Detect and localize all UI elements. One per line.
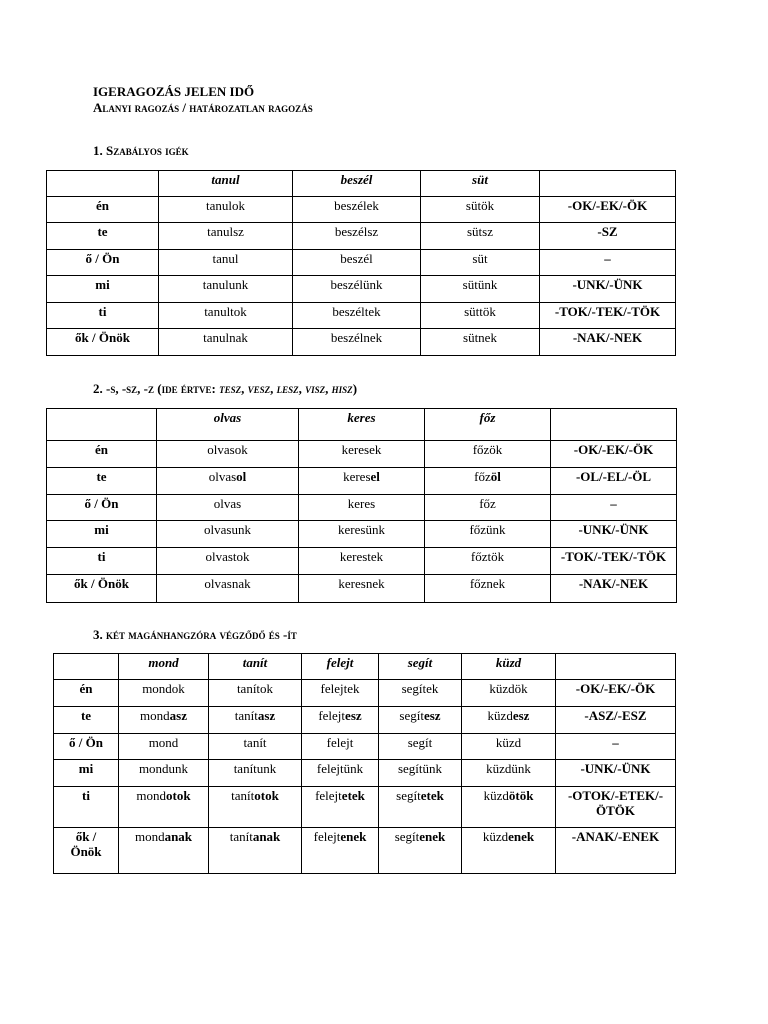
form-text: mond [148,735,179,750]
section-heading-text: , [325,381,332,396]
verb-form-cell: beszél [293,250,421,276]
form-text: tanít [234,708,258,723]
form-text: felejt [313,829,341,844]
verb-form-cell [425,468,551,495]
pronoun-cell: én [47,197,159,223]
table-header-row [47,409,677,441]
form-text: mond [140,708,170,723]
document-title: IGERAGOZÁS JELEN IDŐ [93,84,255,99]
ending-cell: -OK/-EK/-ÖK [556,680,676,707]
ending-cell: -OK/-EK/-ÖK [551,441,677,468]
verb-form-cell [379,760,462,787]
form-text: segít [396,788,421,803]
form-highlight: etek [420,788,444,803]
pronoun-cell: ő / Ön [47,495,157,521]
verb-form-cell: beszélek [293,197,421,223]
verb-form-cell: beszélünk [293,276,421,303]
section-heading-text: , [298,381,306,396]
verb-form-cell [379,787,462,828]
verb-header-cell: tanul [159,171,293,197]
section-heading-text: 1. Szabályos igék [93,143,189,158]
verb-form-cell: tanulunk [159,276,293,303]
form-text: küzd [495,735,522,750]
form-text: olvas [208,469,237,484]
table-row [47,250,676,276]
form-text: tanít [243,735,267,750]
form-highlight: anak [252,829,281,844]
verb-form-cell [425,521,551,548]
table-row [54,734,676,760]
verb-form-cell [209,734,302,760]
form-text: tanítunk [233,761,277,776]
pronoun-cell: te [47,468,157,495]
verb-header-cell: mond [119,654,209,680]
form-highlight: öl [490,469,501,484]
table-row [47,468,677,495]
verb-form-cell: süttök [421,303,540,329]
verb-header-cell: olvas [157,409,299,441]
form-highlight: asz [257,708,276,723]
form-text: küzd [483,788,509,803]
verb-header-cell: főz [425,409,551,441]
verb-form-cell [157,468,299,495]
pronoun-cell: ők / Önök [47,575,157,603]
verb-form-cell [209,760,302,787]
table-row [54,828,676,874]
ending-header-cell [551,409,677,441]
conjugation-table [46,170,676,356]
form-text: főz [474,469,491,484]
conjugation-table [53,653,676,874]
form-text: tanít [229,829,253,844]
verb-form-cell [299,548,425,575]
form-text: keres [347,496,376,511]
pronoun-cell: én [54,680,119,707]
pronoun-cell: ők / Önök [54,828,119,874]
ending-cell: -TOK/-TEK/-TÖK [540,303,676,329]
verb-form-cell [299,575,425,603]
pronoun-cell: én [47,441,157,468]
pronoun-cell: ő / Ön [54,734,119,760]
form-text: olvasunk [204,522,251,537]
form-text: olvas [213,496,242,511]
ending-cell: -UNK/-ÜNK [551,521,677,548]
ending-cell: -NAK/-NEK [540,329,676,356]
verb-header-cell: süt [421,171,540,197]
form-highlight: enek [340,829,367,844]
verb-form-cell [462,760,556,787]
form-text: segít [407,735,433,750]
verb-form-cell: sütsz [421,223,540,250]
table-row [54,707,676,734]
verb-form-cell [462,707,556,734]
form-highlight: ol [236,469,247,484]
ending-cell: -OK/-EK/-ÖK [540,197,676,223]
form-text: segítek [401,681,439,696]
verb-form-cell: tanul [159,250,293,276]
verb-form-cell [302,680,379,707]
section-heading-text: , [241,381,248,396]
verb-form-cell [302,734,379,760]
verb-form-cell [119,707,209,734]
pronoun-cell: te [54,707,119,734]
verb-form-cell [425,441,551,468]
verb-header-cell: küzd [462,654,556,680]
form-text: mond [136,788,167,803]
verb-form-cell [379,707,462,734]
pronoun-cell: ti [47,548,157,575]
verb-form-cell: beszéltek [293,303,421,329]
form-text: felejtek [320,681,360,696]
form-text: felejtünk [316,761,364,776]
form-text: segít [399,708,424,723]
verb-form-cell: tanulnak [159,329,293,356]
section-heading-example-verb: visz [305,381,326,396]
form-text: keresünk [338,522,385,537]
verb-form-cell [299,495,425,521]
verb-form-cell: tanultok [159,303,293,329]
pronoun-cell: te [47,223,159,250]
verb-header-cell: beszél [293,171,421,197]
ending-cell: -NAK/-NEK [551,575,677,603]
form-highlight: ötök [508,788,534,803]
form-text: főznek [469,576,506,591]
section-heading-example-verb: vesz [247,381,271,396]
verb-form-cell [299,521,425,548]
form-text: küzdök [489,681,528,696]
verb-form-cell [157,548,299,575]
form-text: főzök [472,442,503,457]
ending-cell: -OL/-EL/-ÖL [551,468,677,495]
ending-header-cell [540,171,676,197]
verb-form-cell [119,828,209,874]
verb-form-cell: beszélsz [293,223,421,250]
table-row [47,329,676,356]
ending-cell: -OTOK/-ETEK/-ÖTÖK [556,787,676,828]
ending-cell: – [556,734,676,760]
form-highlight: otok [254,788,279,803]
table-row [47,223,676,250]
verb-form-cell [209,787,302,828]
form-text: olvasok [207,442,248,457]
verb-form-cell: sütünk [421,276,540,303]
section-heading-text: ) [352,381,358,396]
form-highlight: anak [164,829,193,844]
form-highlight: esz [423,708,441,723]
form-text: keresek [341,442,382,457]
verb-form-cell [299,468,425,495]
table-row [47,197,676,223]
verb-header-cell: segít [379,654,462,680]
verb-form-cell [299,441,425,468]
form-text: küzdünk [486,761,531,776]
section-heading-text: 3. két magánhangzóra végződő és -ít [93,627,297,642]
pronoun-header-cell [47,409,157,441]
verb-form-cell [119,680,209,707]
form-highlight: asz [169,708,187,723]
section-heading [93,627,297,643]
verb-form-cell [425,548,551,575]
pronoun-cell: mi [47,521,157,548]
form-text: mondunk [138,761,189,776]
verb-form-cell [209,680,302,707]
section-heading [93,381,357,397]
form-text: küzd [482,829,509,844]
verb-form-cell [119,760,209,787]
verb-form-cell [302,760,379,787]
verb-form-cell: beszélnek [293,329,421,356]
verb-form-cell [462,734,556,760]
verb-form-cell [379,680,462,707]
verb-form-cell [462,828,556,874]
verb-form-cell [119,787,209,828]
table-row [47,276,676,303]
table-row [54,680,676,707]
form-text: mond [134,829,165,844]
form-text: főz [479,496,496,511]
section-heading-example-verb: lesz [276,381,299,396]
verb-form-cell [157,575,299,603]
form-highlight: esz [345,708,362,723]
table-row [47,303,676,329]
verb-header-cell: keres [299,409,425,441]
pronoun-cell: mi [54,760,119,787]
form-text: felejt [318,708,346,723]
ending-cell: -ASZ/-ESZ [556,707,676,734]
form-highlight: otok [166,788,191,803]
form-text: olvasnak [204,576,251,591]
table-header-row [54,654,676,680]
table-row [47,441,677,468]
form-text: mondok [142,681,185,696]
ending-cell: -SZ [540,223,676,250]
pronoun-cell: mi [47,276,159,303]
table-row [54,760,676,787]
verb-form-cell [425,575,551,603]
pronoun-header-cell [54,654,119,680]
pronoun-cell: ő / Ön [47,250,159,276]
verb-form-cell [462,787,556,828]
pronoun-cell: ők / Önök [47,329,159,356]
form-highlight: etek [341,788,365,803]
form-text: olvastok [205,549,250,564]
pronoun-cell: ti [54,787,119,828]
verb-form-cell [302,828,379,874]
verb-form-cell: sütök [421,197,540,223]
verb-form-cell: tanulsz [159,223,293,250]
form-text: küzd [487,708,513,723]
verb-form-cell [425,495,551,521]
form-text: keres [343,469,371,484]
form-text: főztök [470,549,505,564]
verb-form-cell [157,441,299,468]
form-text: kerestek [339,549,384,564]
table-row [47,548,677,575]
verb-form-cell [379,734,462,760]
form-text: segít [394,829,420,844]
form-highlight: enek [419,829,446,844]
section-heading-example-verb: tesz [219,381,242,396]
ending-cell: -ANAK/-ENEK [556,828,676,874]
verb-form-cell [379,828,462,874]
section-heading-example-verb: hisz [331,381,353,396]
verb-form-cell [119,734,209,760]
form-highlight: enek [508,829,535,844]
form-text: tanítok [236,681,274,696]
ending-cell: -UNK/-ÜNK [556,760,676,787]
section-heading [93,143,189,159]
verb-form-cell [462,680,556,707]
verb-form-cell [302,707,379,734]
verb-form-cell: sütnek [421,329,540,356]
conjugation-table [46,408,677,603]
form-text: tanít [231,788,255,803]
verb-form-cell [157,495,299,521]
verb-form-cell [302,787,379,828]
table-row [47,495,677,521]
ending-cell: -UNK/-ÜNK [540,276,676,303]
form-text: segítünk [397,761,443,776]
table-row [54,787,676,828]
verb-form-cell: süt [421,250,540,276]
table-header-row [47,171,676,197]
ending-cell: – [540,250,676,276]
verb-form-cell: tanulok [159,197,293,223]
form-highlight: el [370,469,380,484]
ending-header-cell [556,654,676,680]
form-text: felejt [315,788,342,803]
ending-cell: – [551,495,677,521]
table-row [47,575,677,603]
ending-cell: -TOK/-TEK/-TÖK [551,548,677,575]
pronoun-header-cell [47,171,159,197]
section-heading-text: , [270,381,277,396]
form-text: keresnek [338,576,385,591]
document-subtitle: Alanyi ragozás / határozatlan ragozás [93,100,313,115]
verb-header-cell: tanít [209,654,302,680]
form-text: felejt [326,735,354,750]
pronoun-cell: ti [47,303,159,329]
form-text: főzünk [469,522,506,537]
table-row [47,521,677,548]
verb-form-cell [209,828,302,874]
form-highlight: esz [512,708,530,723]
verb-form-cell [209,707,302,734]
section-heading-text: 2. -s, -sz, -z (ide értve: [93,381,220,396]
verb-header-cell: felejt [302,654,379,680]
verb-form-cell [157,521,299,548]
